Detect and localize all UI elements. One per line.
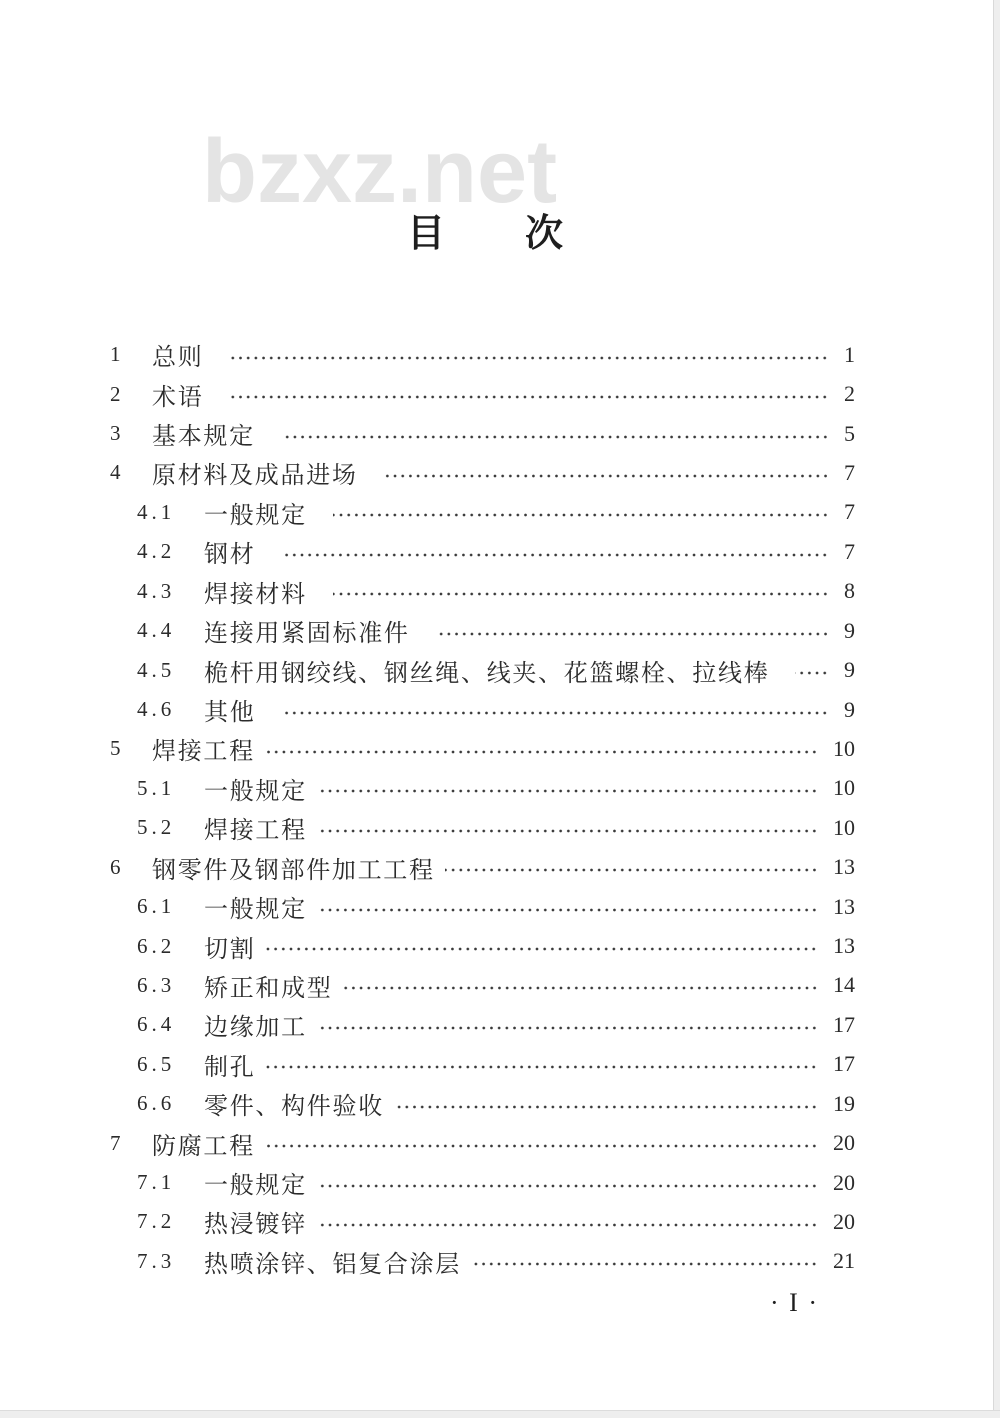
scan-edge-right: [993, 0, 1000, 1418]
toc-entry-title: 热喷涂锌、铝复合涂层: [204, 1249, 461, 1278]
scan-edge-bottom: [0, 1410, 1000, 1418]
toc-entry-page: 13: [833, 933, 855, 959]
toc-row: [0, 966, 855, 1005]
toc-entry-page: 7: [844, 538, 855, 564]
toc-entry-title: 矫正和成型: [204, 973, 333, 1002]
toc-entry-number: 5: [110, 736, 121, 761]
toc-entry-title: 桅杆用钢绞线、钢丝绳、线夹、花篮螺栓、拉线棒: [204, 658, 770, 687]
dot-leader: [317, 1025, 818, 1031]
toc-row: [0, 1084, 855, 1123]
toc-row: [0, 926, 855, 965]
toc-entry-number: 5.2: [137, 815, 176, 840]
toc-entry-number: 4.6: [137, 697, 176, 721]
toc-row: [0, 532, 855, 571]
toc-row: [0, 887, 855, 926]
toc-entry-title: 连接用紧固标准件: [204, 619, 410, 648]
toc-row: [0, 335, 855, 374]
toc-entry-page: 1: [844, 341, 855, 367]
dot-leader: [471, 1261, 818, 1267]
toc-entry-page: 21: [833, 1248, 855, 1274]
dot-leader: [394, 1104, 818, 1110]
toc-entry-title: 一般规定: [204, 1171, 307, 1200]
toc-entry-number: 7: [110, 1130, 121, 1155]
page-title: 目 次: [407, 211, 585, 255]
toc-row: [0, 1123, 855, 1162]
toc-entry-number: 6.6: [137, 1091, 176, 1116]
toc-entry-number: 7.3: [137, 1248, 176, 1273]
toc-entry-page: 17: [833, 1011, 855, 1037]
dot-leader: [229, 394, 829, 400]
toc-entry-title: 切割: [204, 934, 256, 963]
toc-entry-number: 4.1: [137, 499, 176, 524]
toc-entry-page: 9: [844, 657, 855, 683]
toc-entry-number: 4: [110, 460, 121, 485]
toc-entry-title: 总则: [152, 343, 204, 372]
toc-entry-page: 10: [833, 735, 855, 761]
toc-row: [0, 493, 855, 532]
toc-entry-page: 13: [833, 854, 855, 880]
toc-entry-page: 20: [833, 1130, 855, 1156]
toc-entry-number: 4.4: [137, 618, 176, 643]
toc-entry-title: 术语: [152, 382, 204, 411]
toc-row: [0, 1202, 855, 1241]
toc-entry-number: 7.2: [137, 1209, 176, 1234]
toc-row: [0, 769, 855, 808]
toc-entry-page: 10: [833, 775, 855, 801]
dot-leader: [281, 552, 829, 558]
watermark: bzxz.net: [202, 122, 558, 222]
toc-entry-number: 5.1: [137, 775, 176, 800]
table-of-contents: [0, 335, 855, 1281]
toc-row: [0, 453, 855, 492]
toc-row: [0, 729, 855, 768]
dot-leader: [317, 828, 818, 834]
toc-entry-page: 14: [833, 972, 855, 998]
toc-row: [0, 572, 855, 611]
dot-leader: [317, 1183, 818, 1189]
dot-leader: [333, 591, 829, 597]
toc-row: [0, 1005, 855, 1044]
dot-leader: [317, 788, 818, 794]
dot-leader: [795, 670, 829, 676]
toc-entry-title: 一般规定: [204, 500, 307, 529]
toc-entry-title: 原材料及成品进场: [152, 461, 358, 490]
toc-entry-title: 一般规定: [204, 776, 307, 805]
toc-entry-number: 4.2: [137, 539, 176, 564]
toc-entry-number: 6.3: [137, 972, 176, 997]
toc-row: [0, 374, 855, 413]
toc-entry-title: 钢材: [204, 540, 256, 569]
toc-entry-page: 10: [833, 814, 855, 840]
toc-entry-page: 20: [833, 1169, 855, 1195]
toc-entry-title: 其他: [204, 698, 256, 726]
toc-entry-title: 焊接工程: [204, 816, 307, 845]
toc-entry-title: 一般规定: [204, 895, 307, 924]
toc-entry-title: 热浸镀锌: [204, 1210, 307, 1239]
toc-entry-title: 制孔: [204, 1052, 256, 1081]
dot-leader: [384, 473, 829, 479]
toc-row: [0, 1242, 855, 1281]
toc-entry-number: 1: [110, 342, 121, 367]
toc-row: [0, 414, 855, 453]
toc-row: [0, 808, 855, 847]
dot-leader: [229, 355, 829, 361]
toc-entry-page: 7: [844, 499, 855, 525]
toc-row: [0, 611, 855, 650]
toc-entry-page: 8: [844, 578, 855, 604]
toc-row: [0, 1163, 855, 1202]
toc-entry-title: 焊接工程: [152, 737, 255, 766]
toc-row: [0, 650, 855, 689]
toc-entry-number: 2: [110, 381, 121, 406]
dot-leader: [265, 1064, 818, 1070]
toc-entry-page: 2: [844, 381, 855, 407]
toc-entry-page: 9: [844, 696, 855, 722]
toc-entry-number: 4.5: [137, 657, 176, 682]
toc-entry-number: 3: [110, 421, 121, 446]
toc-entry-title: 基本规定: [152, 422, 255, 451]
toc-entry-page: 20: [833, 1208, 855, 1234]
dot-leader: [333, 512, 829, 518]
toc-entry-number: 6.2: [137, 933, 176, 958]
toc-entry-number: 6.5: [137, 1051, 176, 1076]
toc-row: [0, 690, 855, 729]
toc-entry-title: 钢零件及钢部件加工工程: [152, 855, 435, 884]
dot-leader: [317, 907, 818, 913]
toc-entry-number: 7.1: [137, 1170, 176, 1195]
page-number-footer: · I ·: [770, 1288, 819, 1317]
toc-entry-number: 6.1: [137, 894, 176, 919]
toc-entry-page: 17: [833, 1051, 855, 1077]
dot-leader: [343, 985, 819, 991]
toc-entry-title: 焊接材料: [204, 579, 307, 608]
toc-entry-page: 7: [844, 459, 855, 485]
dot-leader: [445, 867, 818, 873]
toc-entry-page: 13: [833, 893, 855, 919]
toc-entry-title: 零件、构件验收: [204, 1092, 384, 1121]
dot-leader: [281, 434, 829, 440]
toc-entry-number: 6: [110, 854, 121, 879]
dot-leader: [265, 1143, 818, 1149]
toc-entry-number: 4.3: [137, 578, 176, 603]
toc-entry-title: 防腐工程: [152, 1131, 255, 1160]
dot-leader: [265, 946, 818, 952]
dot-leader: [265, 749, 818, 755]
toc-row: [0, 1045, 855, 1084]
dot-leader: [436, 631, 829, 637]
toc-row: [0, 847, 855, 886]
dot-leader: [317, 1222, 818, 1228]
toc-entry-number: 6.4: [137, 1012, 176, 1037]
toc-entry-page: 9: [844, 617, 855, 643]
dot-leader: [281, 710, 829, 716]
toc-entry-page: 5: [844, 420, 855, 446]
toc-entry-title: 边缘加工: [204, 1013, 307, 1042]
toc-entry-page: 19: [833, 1090, 855, 1116]
